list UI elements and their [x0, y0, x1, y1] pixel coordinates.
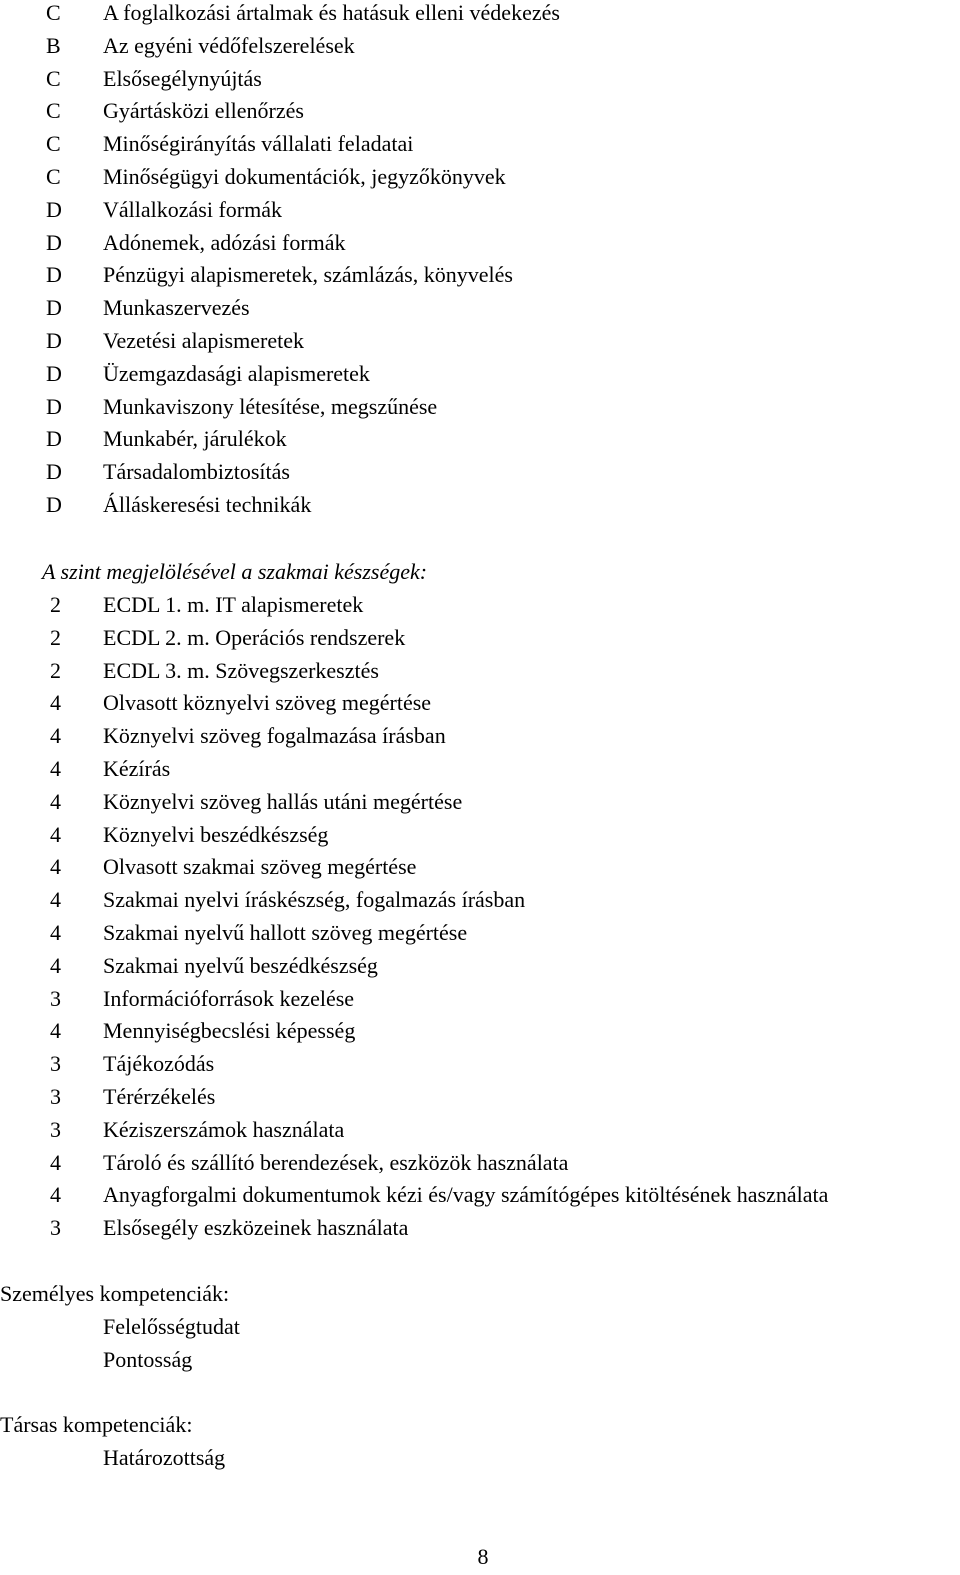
list-item: [0, 95, 960, 128]
item-label: Üzemgazdasági alapismeretek: [103, 360, 370, 386]
list-item: [0, 391, 960, 424]
knowledge-level: D: [46, 327, 62, 353]
item-label: Térérzékelés: [103, 1083, 216, 1109]
page-number-text: 8: [477, 1544, 489, 1569]
item-label: Olvasott köznyelvi szöveg megértése: [103, 690, 432, 716]
skill-level: 4: [50, 854, 61, 880]
item-label: Tájékozódás: [103, 1051, 215, 1077]
skill-level: 4: [50, 919, 61, 945]
item-label: Munkabér, járulékok: [103, 426, 287, 452]
knowledge-level: D: [46, 393, 62, 419]
skill-level: 4: [50, 788, 61, 814]
list-item: [0, 983, 960, 1016]
item-label: Szakmai nyelvű beszédkészség: [103, 952, 378, 978]
knowledge-level: D: [46, 295, 62, 321]
skills-heading: A szint megjelölésével a szakmai készségek:: [42, 559, 428, 584]
knowledge-level: D: [46, 196, 62, 222]
list-item: [0, 589, 960, 622]
item-label: ECDL 1. m. IT alapismeretek: [103, 592, 364, 617]
item-label: Minőségirányítás vállalati feladatai: [103, 131, 414, 157]
competency-item: Felelősségtudat: [103, 1314, 240, 1339]
item-label: Pénzügyi alapismeretek, számlázás, könyvelés: [103, 262, 513, 288]
list-item: [0, 1015, 960, 1048]
skill-level: 2: [50, 592, 61, 617]
item-label: Köznyelvi beszédkészség: [103, 821, 329, 847]
item-label: Kéziszerszámok használata: [103, 1116, 345, 1142]
competency-item: Pontosság: [103, 1346, 193, 1372]
social-competencies-list: [103, 1442, 225, 1475]
skill-level: 3: [50, 1116, 61, 1142]
knowledge-list: [0, 0, 960, 522]
item-label: Munkaviszony létesítése, megszűnése: [103, 393, 438, 419]
knowledge-level: D: [46, 491, 62, 517]
list-item: [0, 655, 960, 688]
list-item: [0, 786, 960, 819]
list-item: [0, 622, 960, 655]
list-item: [0, 1048, 960, 1081]
item-label: Gyártásközi ellenőrzés: [103, 98, 304, 124]
list-item: [0, 1212, 960, 1245]
skill-level: 2: [50, 624, 61, 650]
item-label: Elsősegélynyújtás: [103, 65, 262, 91]
knowledge-level: C: [46, 98, 61, 124]
item-label: Mennyiségbecslési képesség: [103, 1018, 356, 1044]
knowledge-level: D: [46, 459, 62, 485]
knowledge-level: D: [46, 426, 62, 452]
competency-item: Határozottság: [103, 1445, 226, 1470]
skill-level: 4: [50, 887, 61, 913]
item-label: Szakmai nyelvű hallott szöveg megértése: [103, 919, 468, 945]
skill-level: 2: [50, 657, 61, 683]
knowledge-level: C: [46, 0, 61, 25]
item-label: Társadalombiztosítás: [103, 459, 290, 485]
knowledge-level: D: [46, 262, 62, 288]
item-label: Köznyelvi szöveg fogalmazása írásban: [103, 723, 446, 749]
list-item: [0, 161, 960, 194]
list-item: [0, 687, 960, 720]
list-item: [0, 851, 960, 884]
skill-level: 3: [50, 985, 61, 1011]
social-competencies-title: Társas kompetenciák:: [0, 1412, 193, 1437]
list-item: [0, 358, 960, 391]
page-number: [0, 1542, 960, 1572]
knowledge-level: B: [46, 32, 61, 58]
knowledge-level: D: [46, 360, 62, 386]
knowledge-level: C: [46, 65, 61, 91]
skill-level: 3: [50, 1051, 61, 1077]
item-label: ECDL 2. m. Operációs rendszerek: [103, 624, 406, 650]
list-item: [0, 30, 960, 63]
skill-level: 4: [50, 821, 61, 847]
personal-competencies-title: Személyes kompetenciák:: [0, 1281, 230, 1306]
item-label: Álláskeresési technikák: [103, 491, 312, 517]
skill-level: 4: [50, 755, 61, 781]
list-item: [0, 884, 960, 917]
list-item: [0, 1114, 960, 1147]
item-label: Adónemek, adózási formák: [103, 229, 346, 255]
skill-level: 4: [50, 1018, 61, 1044]
item-label: Vezetési alapismeretek: [103, 327, 304, 353]
knowledge-level: C: [46, 163, 61, 189]
item-label: Kézírás: [103, 755, 171, 781]
item-label: Munkaszervezés: [103, 295, 250, 321]
list-item: [0, 1179, 960, 1212]
skill-level: 4: [50, 1149, 61, 1175]
list-item: [0, 259, 960, 292]
list-item: [0, 63, 960, 96]
item-label: Tároló és szállító berendezések, eszközök használata: [103, 1149, 569, 1175]
item-label: Minőségügyi dokumentációk, jegyzőkönyvek: [103, 163, 506, 189]
list-item: [0, 194, 960, 227]
personal-competencies-list: [103, 1311, 240, 1377]
knowledge-level: C: [46, 131, 61, 157]
list-item: [0, 489, 960, 522]
item-label: Az egyéni védőfelszerelések: [103, 32, 355, 58]
item-label: Szakmai nyelvi íráskészség, fogalmazás írásban: [103, 887, 526, 913]
item-label: Információforrások kezelése: [103, 985, 355, 1011]
knowledge-level: D: [46, 229, 62, 255]
skill-level: 4: [50, 1182, 61, 1208]
list-item: [0, 819, 960, 852]
list-item: [0, 753, 960, 786]
item-label: Elsősegély eszközeinek használata: [103, 1215, 409, 1241]
list-item: [0, 720, 960, 753]
list-item: [0, 128, 960, 161]
list-item: [0, 325, 960, 358]
skill-level: 3: [50, 1083, 61, 1109]
skill-level: 3: [50, 1215, 61, 1241]
skills-list: [0, 589, 960, 1245]
list-item: [0, 1147, 960, 1180]
list-item: [0, 423, 960, 456]
skill-level: 4: [50, 952, 61, 978]
list-item: [0, 1081, 960, 1114]
list-item: [0, 227, 960, 260]
skill-level: 4: [50, 690, 61, 716]
list-item: [0, 917, 960, 950]
item-label: Anyagforgalmi dokumentumok kézi és/vagy számítógépes kitöltésének használata: [103, 1182, 829, 1208]
item-label: ECDL 3. m. Szövegszerkesztés: [103, 657, 379, 683]
item-label: A foglalkozási ártalmak és hatásuk elleni védekezés: [103, 0, 560, 25]
list-item: [0, 456, 960, 489]
item-label: Vállalkozási formák: [103, 196, 282, 222]
skill-level: 4: [50, 723, 61, 749]
item-label: Köznyelvi szöveg hallás utáni megértése: [103, 788, 463, 814]
list-item: [0, 0, 960, 30]
list-item: [0, 292, 960, 325]
item-label: Olvasott szakmai szöveg megértése: [103, 854, 417, 880]
list-item: [0, 950, 960, 983]
